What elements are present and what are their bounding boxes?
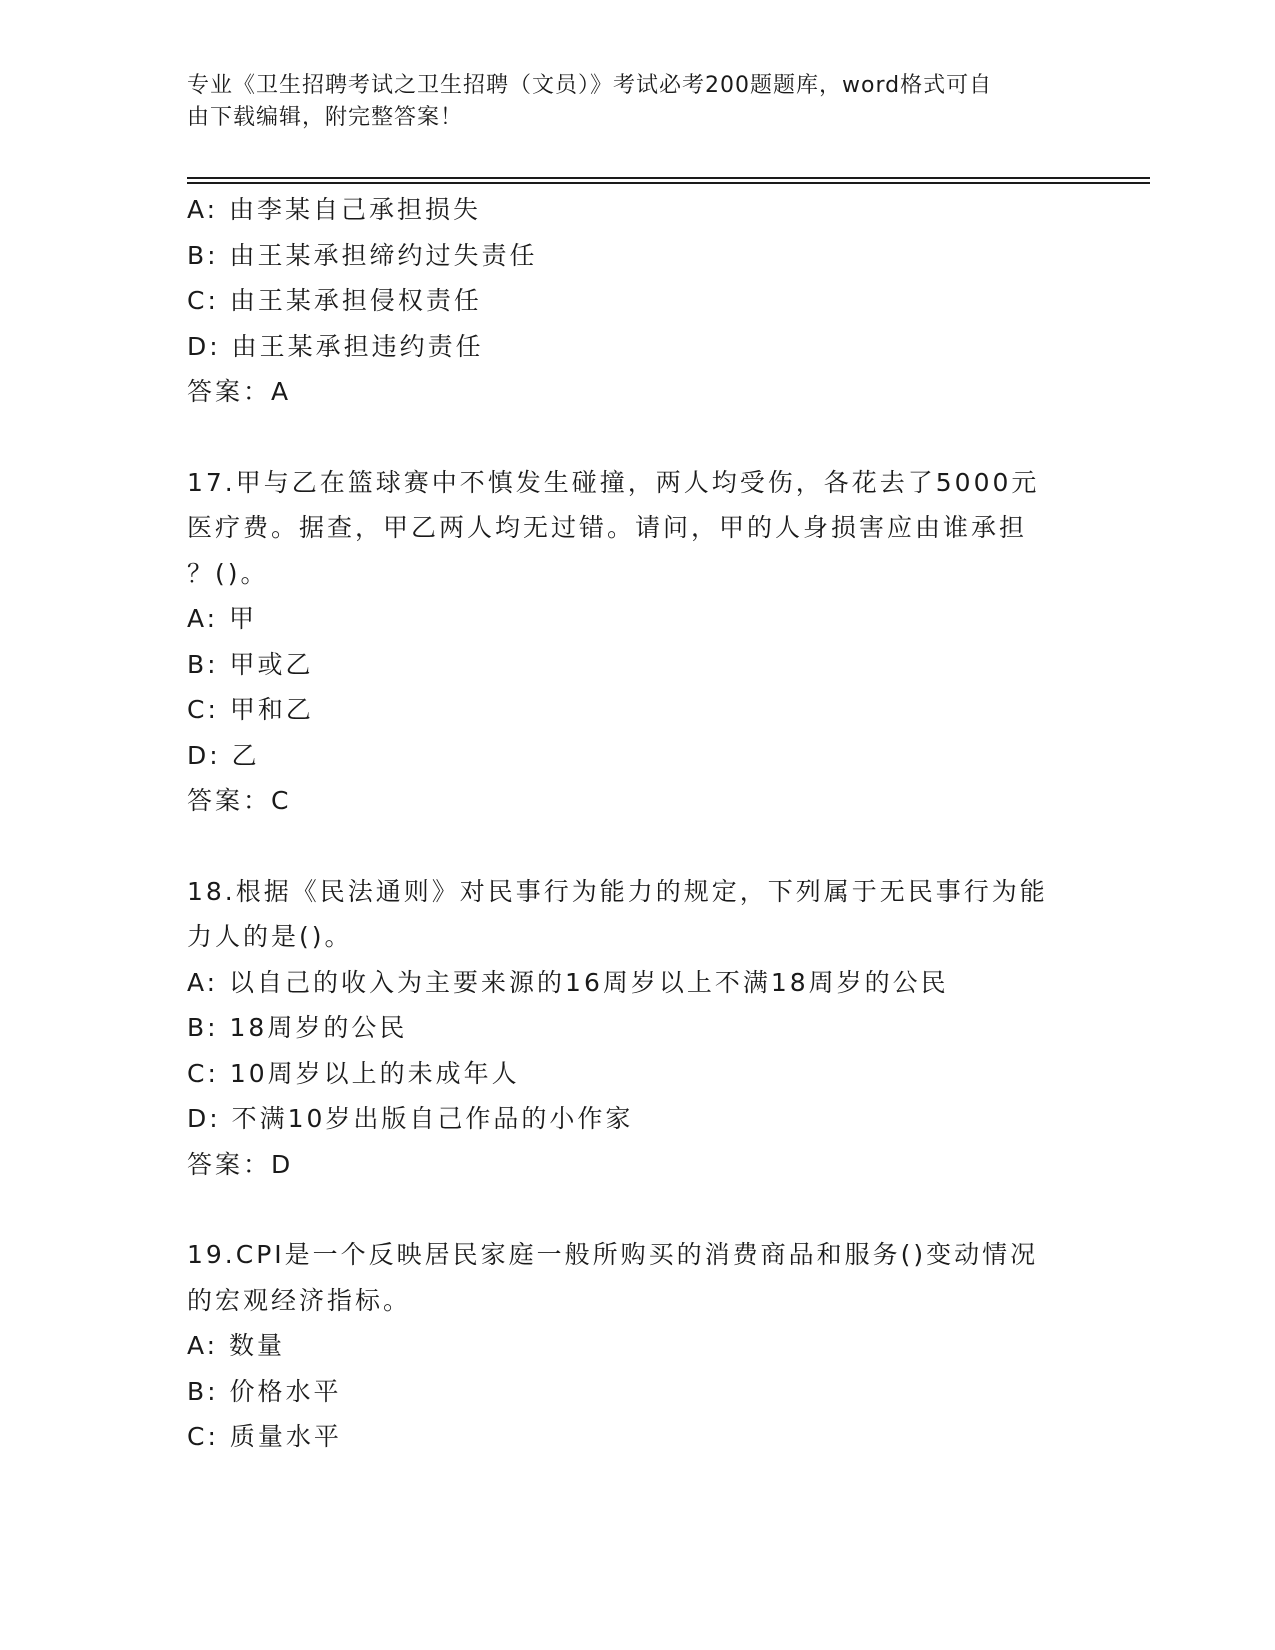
answer: 答案：C xyxy=(187,786,292,815)
question-block-17 xyxy=(187,460,1087,824)
option-a: A: 甲 xyxy=(187,604,258,633)
option-a: A: 以自己的收入为主要来源的16周岁以上不满18周岁的公民 xyxy=(187,967,949,997)
document-header xyxy=(187,70,1067,134)
option-c: C: 由王某承担侵权责任 xyxy=(187,286,482,315)
option-b: B: 18周岁的公民 xyxy=(187,1013,408,1042)
spacer xyxy=(187,415,1087,460)
question-block-16 xyxy=(187,187,1087,415)
header-line-1: 专业《卫生招聘考试之卫生招聘（文员）》考试必考200题题库，word格式可自 xyxy=(187,73,993,98)
option-c: C: 质量水平 xyxy=(187,1422,342,1451)
question-stem-line: ？()。 xyxy=(187,558,269,588)
option-b: B: 甲或乙 xyxy=(187,649,314,679)
header-divider-bottom xyxy=(187,182,1150,184)
option-b: B: 价格水平 xyxy=(187,1376,342,1406)
option-c: C: 甲和乙 xyxy=(187,695,314,724)
header-line-2: 由下载编辑，附完整答案！ xyxy=(187,105,464,130)
option-a: A: 数量 xyxy=(187,1331,286,1360)
question-stem-line: 19.CPI是一个反映居民家庭一般所购买的消费商品和服务()变动情况 xyxy=(187,1240,1039,1269)
option-b: B: 由王某承担缔约过失责任 xyxy=(187,240,538,270)
option-d: D: 不满10岁出版自己作品的小作家 xyxy=(187,1104,634,1133)
question-block-18 xyxy=(187,869,1087,1188)
question-stem-line: 17.甲与乙在篮球赛中不慎发生碰撞，两人均受伤，各花去了5000元 xyxy=(187,467,1040,497)
question-stem-line: 医疗费。据查，甲乙两人均无过错。请问，甲的人身损害应由谁承担 xyxy=(187,513,1028,542)
question-stem-line: 的宏观经济指标。 xyxy=(187,1285,412,1315)
question-stem-line: 18.根据《民法通则》对民事行为能力的规定，下列属于无民事行为能 xyxy=(187,876,1048,906)
header-divider-top xyxy=(187,177,1150,179)
option-c: C: 10周岁以上的未成年人 xyxy=(187,1058,520,1088)
spacer xyxy=(187,824,1087,869)
answer: 答案：A xyxy=(187,377,292,406)
question-stem-line: 力人的是()。 xyxy=(187,922,353,951)
option-d: D: 乙 xyxy=(187,740,260,770)
option-d: D: 由王某承担违约责任 xyxy=(187,331,484,361)
option-a: A: 由李某自己承担损失 xyxy=(187,195,482,224)
question-block-19 xyxy=(187,1232,1087,1460)
answer: 答案：D xyxy=(187,1149,294,1179)
spacer xyxy=(187,1187,1087,1232)
question-list xyxy=(187,187,1087,1460)
